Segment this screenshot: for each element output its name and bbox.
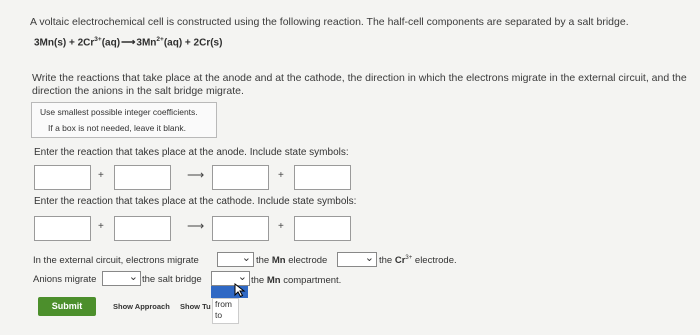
eq-arrow: ⟶ (121, 37, 136, 49)
option-from[interactable]: from (215, 299, 232, 309)
circuit-text-1: In the external circuit, electrons migrate (33, 255, 199, 266)
circuit-cr-electrode (379, 255, 457, 266)
question-intro: A voltaic electrochemical cell is constructed using the following reaction. The half-cell components are separated by a salt bridge. (30, 16, 629, 28)
cathode-product-2-input[interactable] (294, 216, 351, 241)
chevron-down-icon: ⌄ (128, 271, 138, 283)
dropdown-options[interactable] (212, 298, 239, 324)
circuit-text-5: electrode. (414, 255, 457, 267)
circuit-text-3: electrode (288, 255, 328, 266)
plus-sign: + (278, 221, 284, 232)
chevron-down-icon: ⌄ (364, 252, 374, 264)
submit-button[interactable]: Submit (38, 297, 96, 316)
mn-label: Mn (271, 255, 286, 266)
eq-part: (aq) + 2Cr(s) (163, 37, 223, 49)
anions-mn-compartment (251, 275, 341, 286)
instructions: Write the reactions that take place at the anode and at the cathode, the direction in which the electrons migrate in the external circuit, and the direction the anions in the salt bridge migrate. (32, 72, 687, 97)
reaction-arrow-icon: ⟶ (187, 219, 205, 233)
electron-direction-select-2[interactable] (337, 252, 377, 267)
anode-reactant-2-input[interactable] (114, 165, 171, 190)
hint-line-1: Use smallest possible integer coefficients. (40, 107, 198, 117)
eq-charge: 2+ (156, 36, 164, 43)
reaction-equation (34, 36, 222, 48)
mn-label: Mn (266, 275, 281, 286)
cr-label: Cr (394, 255, 406, 267)
eq-part: (aq) (101, 37, 121, 49)
anions-text-1: Anions migrate (33, 274, 97, 285)
anions-text-3: the (251, 275, 265, 286)
anode-prompt: Enter the reaction that takes place at the anode. Include state symbols: (34, 147, 349, 158)
plus-sign: + (278, 170, 284, 181)
cathode-reactant-2-input[interactable] (114, 216, 171, 241)
electron-direction-select-1[interactable] (217, 252, 254, 267)
anions-text-2: the salt bridge (142, 274, 202, 285)
cathode-prompt: Enter the reaction that takes place at the cathode. Include state symbols: (34, 196, 357, 207)
hint-box (31, 102, 217, 138)
circuit-text-4: the (379, 255, 393, 267)
plus-sign: + (98, 221, 104, 232)
anode-product-2-input[interactable] (294, 165, 351, 190)
mouse-cursor-icon (234, 283, 246, 297)
option-to[interactable]: to (215, 310, 223, 320)
show-approach-link[interactable]: Show Approach (113, 302, 170, 311)
circuit-text-2: the (256, 255, 270, 266)
chevron-down-icon: ⌄ (237, 271, 247, 283)
reaction-arrow-icon: ⟶ (187, 168, 205, 182)
anode-product-1-input[interactable] (212, 165, 269, 190)
hint-line-2: If a box is not needed, leave it blank. (48, 123, 186, 133)
eq-part: 3Mn(s) + 2Cr (34, 37, 95, 49)
eq-charge: 3+ (94, 36, 102, 43)
cathode-product-1-input[interactable] (212, 216, 269, 241)
plus-sign: + (98, 170, 104, 181)
anion-direction-select-1[interactable] (102, 271, 141, 286)
show-tutor-link[interactable]: Show Tu (180, 302, 211, 311)
chevron-down-icon: ⌄ (241, 252, 251, 264)
cr-charge: 3+ (405, 255, 413, 261)
cathode-reactant-1-input[interactable] (34, 216, 91, 241)
anions-text-4: compartment. (283, 275, 342, 286)
circuit-mn-electrode (256, 255, 327, 266)
eq-part: 3Mn (136, 37, 157, 49)
anode-reactant-1-input[interactable] (34, 165, 91, 190)
